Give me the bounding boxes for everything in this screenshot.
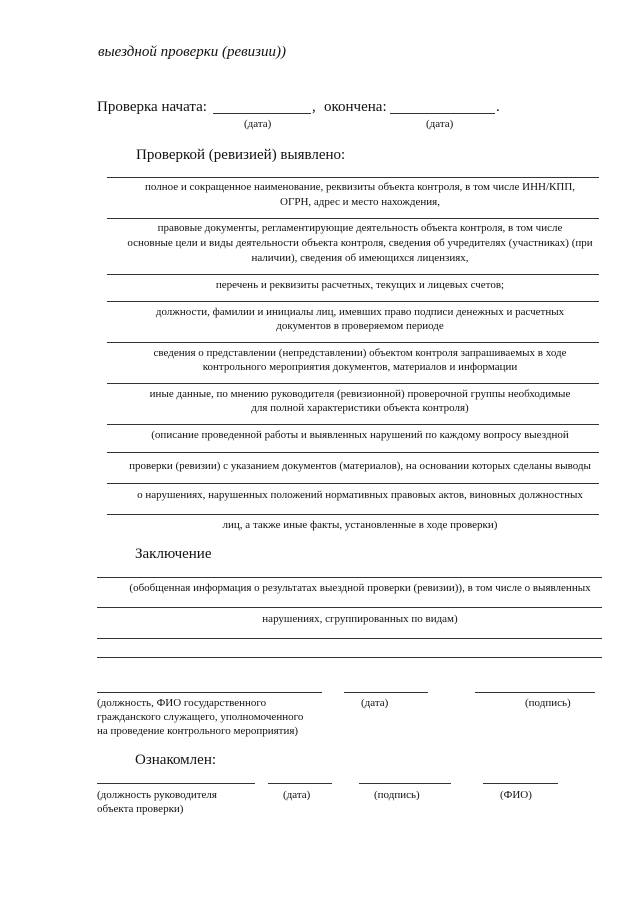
conclusion-caption: нарушениях, сгруппированных по видам) (262, 613, 458, 625)
end-date-line (390, 113, 495, 114)
fill-line (107, 483, 599, 484)
acq-date-caption: (дата) (283, 789, 311, 801)
caption-line: правовые документы, регламентирующие деятельность объекта контроля, в том числе (157, 222, 563, 234)
caption-line: полное и сокращенное наименование, реквизиты объекта контроля, в том числе ИНН/КПП, (144, 181, 576, 193)
caption-line: документов в проверяемом периоде (276, 320, 444, 332)
comma: , (312, 99, 316, 115)
acq-name-line (483, 783, 558, 784)
date-line (344, 692, 428, 693)
acq-position-caption: объекта проверки) (97, 803, 184, 815)
acquainted-heading: Ознакомлен: (135, 752, 217, 768)
acq-position-line (97, 783, 255, 784)
fill-line (107, 424, 599, 425)
start-date-caption: (дата) (244, 118, 272, 130)
header-text: выездной проверки (ревизии)) (98, 44, 287, 60)
caption-line: наличии), сведения об имеющихся лицензиях, (251, 252, 469, 264)
end-date-caption: (дата) (426, 118, 454, 130)
start-date-line (213, 113, 311, 114)
fill-line (107, 274, 599, 275)
caption-line: лиц, а также иные факты, установленные в ходе проверки) (222, 519, 498, 531)
acq-signature-line (359, 783, 451, 784)
caption-line: иные данные, по мнению руководителя (ревизионной) проверочной группы необходимые (149, 388, 571, 400)
position-caption: на проведение контрольного мероприятия) (97, 725, 299, 737)
caption-line: ОГРН, адрес и место нахождения, (280, 196, 440, 208)
position-caption: (должность, ФИО государственного (97, 697, 267, 709)
fill-line (107, 301, 599, 302)
acq-name-caption: (ФИО) (500, 789, 532, 801)
conclusion-line (97, 638, 602, 639)
fill-line (107, 342, 599, 343)
conclusion-line (97, 657, 602, 658)
caption-line: должности, фамилии и инициалы лиц, имевших право подписи денежных и расчетных (155, 306, 565, 318)
check-ended-label: окончена: (324, 99, 387, 115)
fill-line (107, 452, 599, 453)
caption-line: контрольного мероприятия документов, материалов и информации (202, 361, 518, 373)
caption-line: для полной характеристики объекта контроля) (251, 402, 469, 414)
signature-caption: (подпись) (525, 697, 571, 709)
acq-date-line (268, 783, 332, 784)
position-caption: гражданского служащего, уполномоченного (97, 711, 304, 723)
caption-line: основные цели и виды деятельности объекта контроля, сведения об учредителях (участниках) (при (127, 237, 593, 249)
acq-position-caption: (должность руководителя (97, 789, 217, 801)
date-caption: (дата) (361, 697, 389, 709)
conclusion-caption: (обобщенная информация о результатах выездной проверки (ревизии)), в том числе о выявленных (129, 582, 591, 594)
check-started-label: Проверка начата: (97, 99, 207, 115)
conclusion-line (97, 607, 602, 608)
fill-line (107, 218, 599, 219)
caption-line: (описание проведенной работы и выявленных нарушений по каждому вопросу выездной (151, 429, 569, 441)
fill-line (107, 383, 599, 384)
acq-signature-caption: (подпись) (374, 789, 420, 801)
fill-line (107, 177, 599, 178)
caption-line: о нарушениях, нарушенных положений нормативных правовых актов, виновных должностных (137, 489, 583, 501)
found-heading: Проверкой (ревизией) выявлено: (136, 147, 346, 163)
caption-line: сведения о представлении (непредставлении) объектом контроля запрашиваемых в ходе (153, 347, 567, 359)
fill-line (107, 514, 599, 515)
conclusion-heading: Заключение (135, 546, 212, 562)
period: . (496, 99, 500, 115)
position-line (97, 692, 322, 693)
caption-line: перечень и реквизиты расчетных, текущих и лицевых счетов; (215, 279, 505, 291)
signature-line (475, 692, 595, 693)
conclusion-line (97, 577, 602, 578)
caption-line: проверки (ревизии) с указанием документов (материалов), на основании которых сделаны выводы (129, 460, 591, 472)
